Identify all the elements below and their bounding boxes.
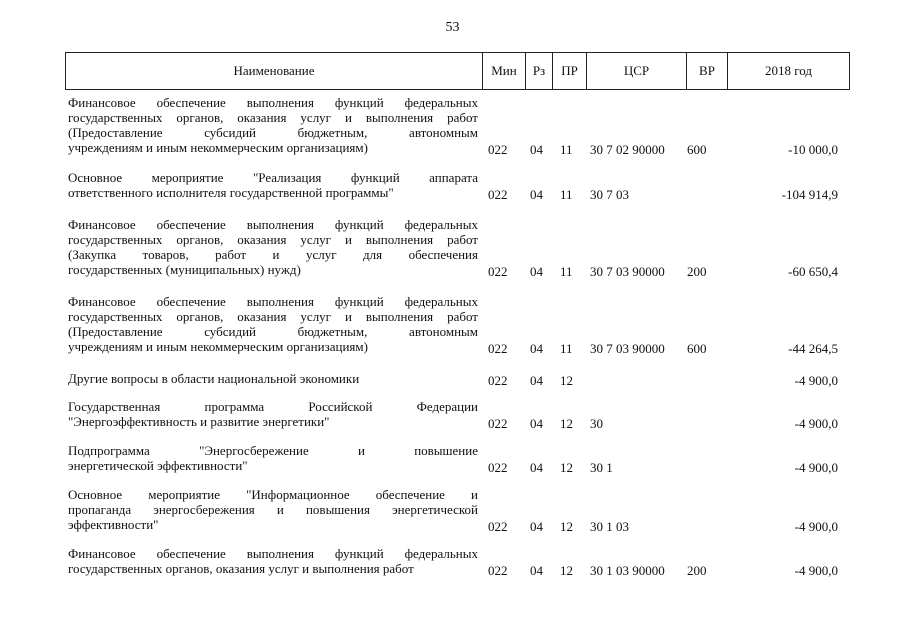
row-vr: 200	[687, 264, 707, 279]
row-name-line: (Предоставление субсидий бюджетным, автономным	[68, 125, 478, 140]
row-name-line: Основное мероприятие "Информационное обеспечение и	[68, 487, 478, 502]
row-pr: 12	[560, 416, 573, 431]
header-vr: ВР	[686, 53, 727, 89]
row-name-line: "Энергоэффективность и развитие энергетики"	[68, 414, 330, 429]
row-rz: 04	[530, 142, 543, 157]
row-vr: 600	[687, 341, 707, 356]
row-amount: -4 900,0	[794, 563, 838, 578]
header-pr: ПР	[552, 53, 586, 89]
row-name	[68, 546, 478, 576]
row-csr: 30 1 03	[590, 519, 629, 534]
row-rz: 04	[530, 460, 543, 475]
row-name-line: эффективности"	[68, 517, 159, 532]
row-pr: 12	[560, 519, 573, 534]
row-amount: -10 000,0	[788, 142, 838, 157]
row-rz: 04	[530, 341, 543, 356]
row-rz: 04	[530, 373, 543, 388]
header-year: 2018 год	[727, 53, 849, 89]
row-min: 022	[488, 341, 508, 356]
row-rz: 04	[530, 187, 543, 202]
row-pr: 11	[560, 264, 573, 279]
row-amount: -44 264,5	[788, 341, 838, 356]
row-amount: -104 914,9	[781, 187, 838, 202]
row-name-line: Финансовое обеспечение выполнения функций федеральных	[68, 217, 478, 232]
page-number: 53	[445, 20, 460, 35]
row-name-line: учреждениям и иным некоммерческим организациям)	[68, 140, 368, 155]
row-csr: 30 7 03	[590, 187, 629, 202]
row-csr: 30 7 02 90000	[590, 142, 665, 157]
row-min: 022	[488, 416, 508, 431]
row-min: 022	[488, 264, 508, 279]
row-name-line: Финансовое обеспечение выполнения функций федеральных	[68, 95, 478, 110]
row-amount: -4 900,0	[794, 519, 838, 534]
row-name-line: (Предоставление субсидий бюджетным, автономным	[68, 324, 478, 339]
row-csr: 30 1 03 90000	[590, 563, 665, 578]
header-name: Наименование	[233, 63, 315, 78]
row-min: 022	[488, 519, 508, 534]
row-name	[68, 399, 478, 429]
row-name-line: Государственная программа Российской Федерации	[68, 399, 478, 414]
row-pr: 12	[560, 460, 573, 475]
row-amount: -60 650,4	[788, 264, 838, 279]
row-pr: 12	[560, 373, 573, 388]
row-vr: 200	[687, 563, 707, 578]
row-name-line: (Закупка товаров, работ и услуг для обеспечения	[68, 247, 478, 262]
row-name-line: учреждениям и иным некоммерческим организациям)	[68, 339, 368, 354]
row-rz: 04	[530, 563, 543, 578]
row-name-line: ответственного исполнителя государственной программы"	[68, 185, 394, 200]
row-min: 022	[488, 563, 508, 578]
row-min: 022	[488, 460, 508, 475]
row-rz: 04	[530, 264, 543, 279]
header-min: Мин	[482, 53, 525, 89]
row-amount: -4 900,0	[794, 416, 838, 431]
row-amount: -4 900,0	[794, 373, 838, 388]
row-rz: 04	[530, 416, 543, 431]
row-pr: 12	[560, 563, 573, 578]
row-min: 022	[488, 373, 508, 388]
row-min: 022	[488, 142, 508, 157]
header-csr: ЦСР	[586, 53, 686, 89]
table-header	[65, 52, 850, 90]
row-pr: 11	[560, 142, 573, 157]
row-name-line: государственных органов, оказания услуг и выполнения работ	[68, 561, 414, 576]
header-rz: Рз	[525, 53, 552, 89]
row-name-line: Другие вопросы в области национальной экономики	[68, 371, 360, 386]
row-name	[68, 443, 478, 473]
row-name	[68, 217, 478, 277]
row-name	[68, 95, 478, 155]
row-name-line: Финансовое обеспечение выполнения функций федеральных	[68, 294, 478, 309]
row-name	[68, 294, 478, 354]
row-name-line: государственных органов, оказания услуг и выполнения работ	[68, 232, 478, 247]
row-vr: 600	[687, 142, 707, 157]
row-csr: 30 7 03 90000	[590, 341, 665, 356]
row-name-line: государственных (муниципальных) нужд)	[68, 262, 301, 277]
row-amount: -4 900,0	[794, 460, 838, 475]
row-name-line: государственных органов, оказания услуг и выполнения работ	[68, 309, 478, 324]
row-name	[68, 371, 478, 386]
row-name	[68, 170, 478, 200]
row-name-line: Подпрограмма "Энергосбережение и повышение	[68, 443, 478, 458]
row-min: 022	[488, 187, 508, 202]
row-pr: 11	[560, 341, 573, 356]
row-csr: 30	[590, 416, 603, 431]
row-csr: 30 1	[590, 460, 613, 475]
row-csr: 30 7 03 90000	[590, 264, 665, 279]
row-name-line: энергетической эффективности"	[68, 458, 248, 473]
row-name-line: Финансовое обеспечение выполнения функций федеральных	[68, 546, 478, 561]
row-name-line: пропаганда энергосбережения и повышения энергетической	[68, 502, 478, 517]
row-name-line: государственных органов, оказания услуг и выполнения работ	[68, 110, 478, 125]
row-rz: 04	[530, 519, 543, 534]
row-pr: 11	[560, 187, 573, 202]
row-name-line: Основное мероприятие "Реализация функций аппарата	[68, 170, 478, 185]
row-name	[68, 487, 478, 532]
